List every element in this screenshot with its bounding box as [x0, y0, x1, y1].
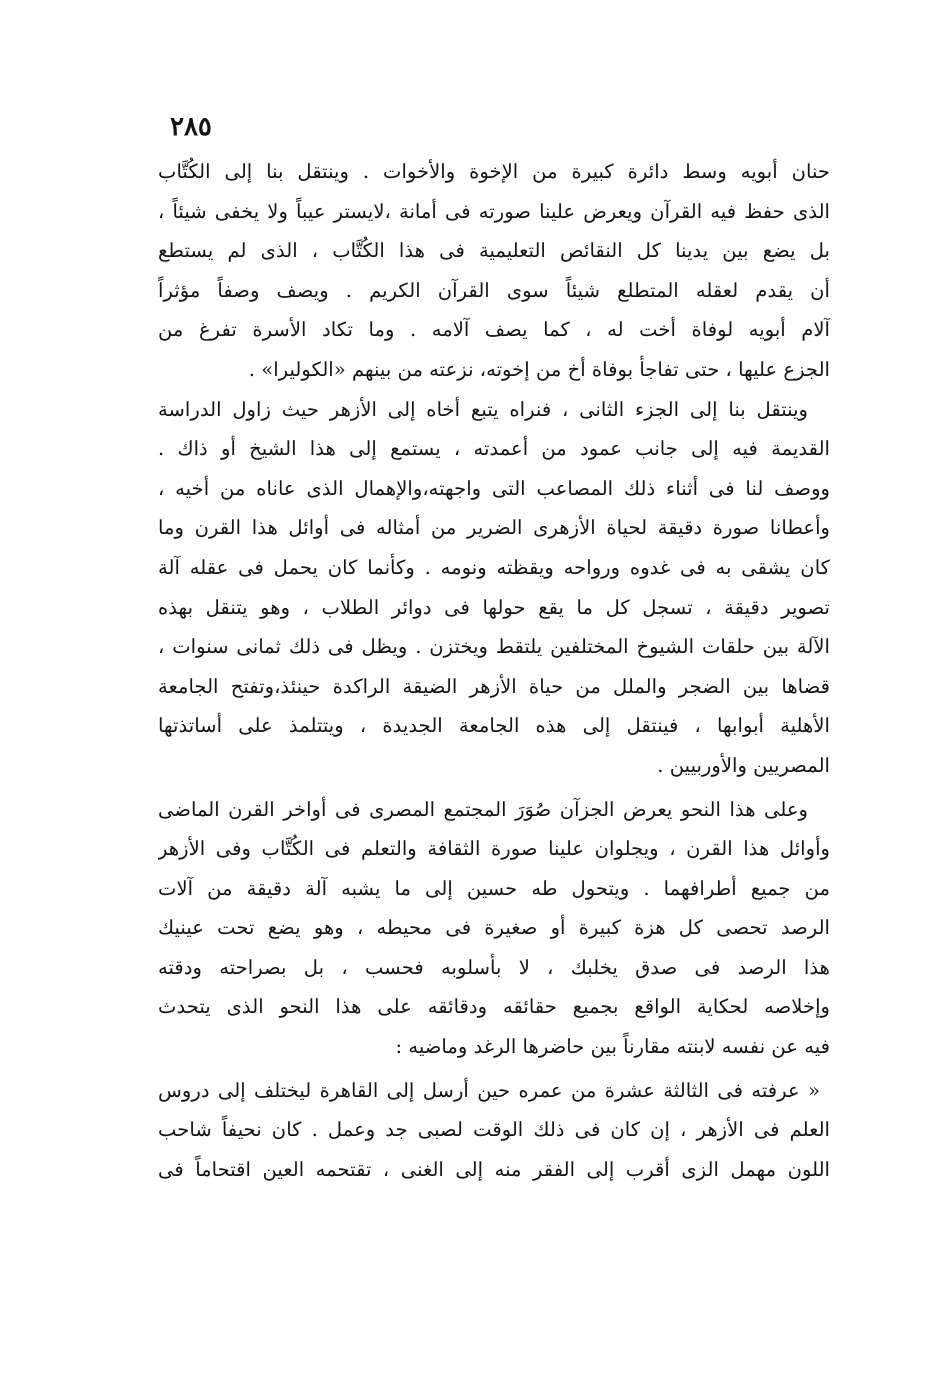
text-line: المصريين والأوربيين . — [657, 753, 830, 777]
paragraph — [158, 152, 830, 390]
text-line: ووصف لنا فى أثناء ذلك المصاعب التى واجهته،والإهمال الذى عاناه من أخيه ، — [158, 476, 830, 500]
text-line: الجزع عليها ، حتى تفاجأ بوفاة أخ من إخوته، نزعته من بينهم «الكوليرا» . — [248, 357, 830, 381]
text-line: وأعطانا صورة دقيقة لحياة الأزهرى الضرير من أمثاله فى أوائل هذا القرن وما — [158, 516, 830, 540]
text-line: وأوائل هذا القرن ، ويجلوان علينا صورة الثقافة والتعلم فى الكُتَّاب وفى الأزهر — [158, 837, 830, 861]
text-line: اللون مهمل الزى أقرب إلى الفقر منه إلى الغنى ، تقتحمه العين اقتحاماً فى — [158, 1157, 830, 1181]
text-line: فيه عن نفسه لابنته مقارناً بين حاضرها الرغد وماضيه : — [395, 1035, 830, 1059]
body-text — [158, 152, 830, 1189]
quotation-paragraph — [158, 1071, 830, 1190]
paragraph — [158, 790, 830, 1067]
text-line: آلام أبويه لوفاة أخت له ، كما يصف آلامه . وما تكاد الأسرة تفرغ من — [158, 318, 830, 342]
text-line: تصوير دقيقة ، تسجل كل ما يقع حولها فى دوائر الطلاب ، وهو يتنقل بهذه — [158, 595, 830, 619]
text-line: القديمة فيه إلى جانب عمود من أعمدته ، يستمع إلى هذا الشيخ أو ذاك . — [158, 437, 830, 461]
text-line: الآلة بين حلقات الشيوخ المختلفين يلتقط ويختزن . ويظل فى ذلك ثمانى سنوات ، — [158, 635, 830, 659]
text-line: وعلى هذا النحو يعرض الجزآن صُوَرَ المجتمع المصرى فى أواخر القرن الماضى — [158, 797, 808, 821]
text-line: العلم فى الأزهر ، إن كان فى ذلك الوقت لصبى جد وعمل . كان نحيفاً شاحب — [158, 1118, 830, 1142]
text-line: وينتقل بنا إلى الجزء الثانى ، فنراه يتبع أخاه إلى الأزهر حيث زاول الدراسة — [158, 397, 808, 421]
text-line: قضاها بين الضجر والملل من حياة الأزهر الضيقة الراكدة حينئذ،وتفتح الجامعة — [158, 674, 830, 698]
paragraph — [158, 390, 830, 786]
text-line: أن يقدم لعقله المتطلع شيئاً سوى القرآن الكريم . ويصف وصفاً مؤثراً — [158, 278, 830, 302]
text-line: هذا الرصد فى صدق يخلبك ، لا بأسلوبه فحسب ، بل بصراحته ودقته — [158, 955, 830, 979]
text-line: الأهلية أبوابها ، فينتقل إلى هذه الجامعة الجديدة ، ويتتلمذ على أساتذتها — [158, 714, 830, 738]
text-line: الرصد تحصى كل هزة كبيرة أو صغيرة فى محيطه ، وهو يضع تحت عينيك — [158, 916, 830, 940]
text-line: من جميع أطرافهما . ويتحول طه حسين إلى ما يشبه آلة دقيقة من آلات — [158, 876, 830, 900]
text-line: حنان أبويه وسط دائرة كبيرة من الإخوة والأخوات . وينتقل بنا إلى الكُتَّاب — [158, 160, 830, 183]
page-number: ٢٨٥ — [170, 112, 212, 142]
text-line: وإخلاصه لحكاية الواقع بجميع حقائقه ودقائقه على هذا النحو الذى يتحدث — [158, 995, 830, 1019]
text-line: « عرفته فى الثالثة عشرة من عمره حين أرسل إلى القاهرة ليختلف إلى دروس — [158, 1078, 820, 1102]
text-line: كان يشقى به فى غدوه ورواحه ويقظته ونومه . وكأنما كان يحمل فى عقله آلة — [158, 555, 830, 579]
text-line: بل يضع بين يدينا كل النقائص التعليمية فى هذا الكُتَّاب ، الذى لم يستطع — [158, 239, 830, 263]
text-line: الذى حفظ فيه القرآن ويعرض علينا صورته فى أمانة ،لايستر عيباً ولا يخفى شيئاً ، — [158, 199, 830, 223]
